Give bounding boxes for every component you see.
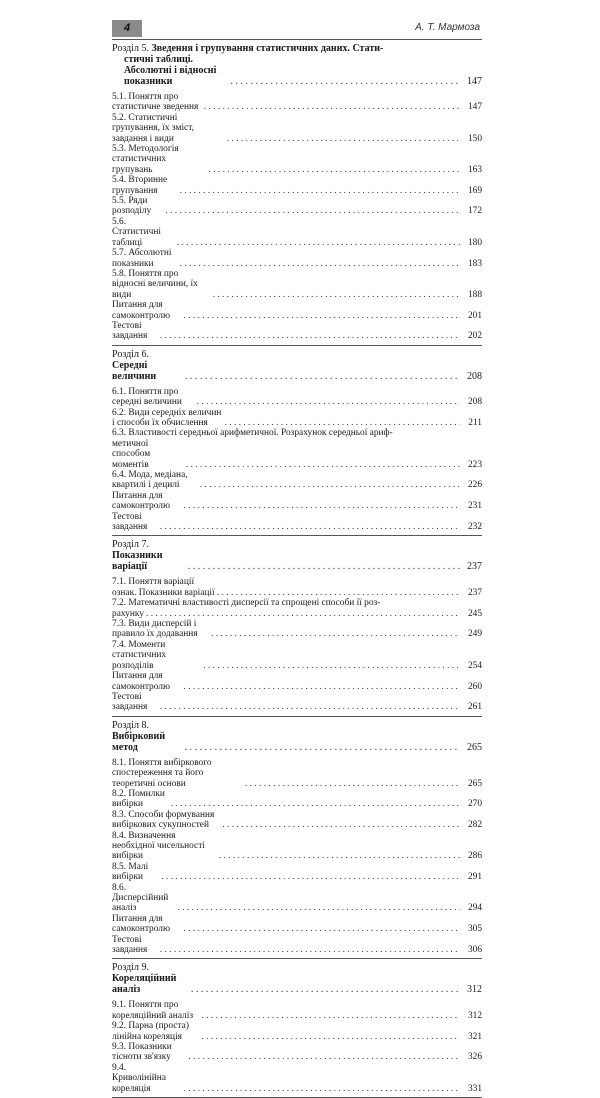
toc-entry-page: 331	[467, 1083, 482, 1094]
toc-entry-page: 305	[467, 924, 482, 935]
page-number: 4	[112, 20, 142, 37]
toc-entry-title: 5.5. Ряди розподілу	[112, 196, 152, 217]
chapter-title-continued: стичні таблиці. Абсолютні і відносні показники	[124, 54, 217, 87]
toc-entry[interactable]	[112, 692, 482, 713]
toc-entry-title: 5.7. Абсолютні показники	[112, 248, 172, 269]
chapter-title: Вибірковий метод	[112, 730, 166, 753]
leader-dots	[183, 742, 460, 753]
leader-dots	[215, 588, 460, 598]
leader-dots	[243, 779, 460, 789]
chapter-prefix: Розділ 9.	[112, 962, 149, 974]
chapter-page: 208	[467, 370, 482, 382]
toc-entry-page: 245	[467, 608, 482, 619]
header-rule	[112, 39, 482, 40]
toc-entry-page: 261	[467, 702, 482, 713]
toc-entry-title: рахунку	[112, 608, 144, 619]
toc-entry-title: Тестові завдання	[112, 934, 148, 956]
toc-entry-title: метичної способом моментів	[112, 438, 151, 470]
toc-entry-title: Тестові завдання	[112, 691, 148, 713]
toc-entry-page: 326	[467, 1052, 482, 1063]
leader-dots	[175, 238, 460, 248]
chapter-prefix: Розділ 5.	[112, 43, 152, 54]
toc-chapter	[112, 959, 482, 1098]
leader-dots	[182, 1084, 460, 1094]
toc-entry-title: 8.1. Поняття вибіркового спостереження та його теоретичні основи	[112, 757, 212, 789]
toc-entry-title: Питання для самоконтролю	[112, 490, 170, 512]
toc-entry-page: 270	[467, 799, 482, 810]
toc-entry[interactable]	[112, 758, 482, 789]
toc-entry-title: 9.4. Криволінійна кореляція	[112, 1062, 166, 1094]
toc-entry-title: 6.1. Поняття про середні величини	[112, 386, 182, 408]
leader-dots	[144, 609, 460, 619]
toc-entry[interactable]	[112, 810, 482, 831]
chapter-page: 237	[467, 561, 482, 573]
toc-entry-title: Питання для самоконтролю	[112, 913, 170, 935]
leader-dots	[207, 165, 461, 175]
toc-entry-title: Питання для самоконтролю	[112, 671, 170, 692]
running-author: А. Т. Мармоза	[415, 22, 480, 33]
toc-entry-title: 5.3. Методологія статистичних групувань	[112, 144, 179, 175]
toc-entry[interactable]	[112, 408, 482, 429]
chapter-page: 312	[467, 984, 482, 996]
toc-entry-title: 8.2. Помилки вибірки	[112, 788, 165, 810]
leader-dots	[217, 851, 460, 861]
leader-dots	[195, 397, 460, 407]
toc-entry-title: 7.3. Види дисперсій і правило їх додавання	[112, 619, 198, 640]
leader-dots	[158, 702, 460, 712]
toc-entry[interactable]	[112, 914, 482, 935]
toc-entry-page: 321	[467, 1031, 482, 1042]
toc-entry-page: 265	[467, 778, 482, 789]
toc-entry-title: 8.5. Малі вибірки	[112, 861, 149, 883]
toc-entry[interactable]	[112, 883, 482, 914]
leader-dots	[220, 820, 460, 830]
toc-entry-page: 169	[467, 185, 482, 196]
toc-entry-line1: 7.2. Математичні властивості дисперсії та спрощені способи її роз-	[112, 598, 381, 609]
toc-entry-title: 6.2. Види середніх величин і способи їх обчислення	[112, 407, 222, 428]
leader-dots	[182, 311, 461, 321]
toc-entry[interactable]	[112, 470, 482, 491]
leader-dots	[186, 561, 460, 572]
chapter-page: 265	[467, 741, 482, 753]
toc-entry[interactable]	[112, 144, 482, 175]
toc-entry-page: 201	[467, 310, 482, 321]
toc-entry-page: 163	[467, 164, 482, 175]
leader-dots	[163, 206, 460, 216]
toc-entry-title: 5.4. Вторинне групування	[112, 175, 168, 196]
leader-dots	[225, 134, 460, 144]
leader-dots	[182, 501, 461, 511]
toc-entry-title: 5.6. Статистичні таблиці	[112, 216, 161, 248]
chapter-page: 147	[467, 76, 482, 87]
toc-entry-page: 312	[467, 1010, 482, 1021]
leader-dots	[182, 924, 461, 934]
toc-entry-page: 306	[467, 945, 482, 956]
toc-entry-page: 231	[467, 501, 482, 512]
toc-entry-title: Питання для самоконтролю	[112, 300, 170, 321]
toc-entry-page: 294	[467, 903, 482, 914]
toc-entry-title: 5.8. Поняття про відносні величини, їх види	[112, 268, 198, 300]
toc-entry-page: 150	[467, 133, 482, 144]
table-of-contents	[112, 40, 482, 1098]
toc-entry-title: Тестові завдання	[112, 511, 148, 533]
toc-entry-page: 183	[467, 258, 482, 269]
leader-dots	[189, 984, 460, 995]
toc-entry-page: 291	[467, 872, 482, 883]
toc-entry[interactable]	[112, 512, 482, 533]
toc-entry-page: 286	[467, 851, 482, 862]
toc-entry-title: 7.4. Моменти статистичних розподілів	[112, 639, 167, 671]
toc-entry-line1: 6.3. Властивості середньої арифметичної. Розрахунок середньої ариф-	[112, 428, 393, 439]
toc-entry[interactable]	[112, 300, 482, 321]
toc-entry[interactable]	[112, 248, 482, 269]
toc-entry[interactable]	[112, 609, 482, 619]
toc-entry-title: 5.1. Поняття про статистичне зведення	[112, 92, 199, 113]
toc-entry[interactable]	[112, 321, 482, 342]
toc-entry-title: 9.1. Поняття про кореляційний аналіз	[112, 1000, 194, 1021]
toc-entry-page: 254	[467, 660, 482, 671]
toc-entry-page: 223	[467, 459, 482, 470]
toc-entry[interactable]	[112, 831, 482, 862]
toc-chapter	[112, 346, 482, 537]
chapter-heading	[112, 539, 482, 572]
toc-entry-page: 260	[467, 681, 482, 692]
toc-entry-page: 232	[467, 522, 482, 533]
toc-chapter	[112, 40, 482, 346]
toc-entry-title: 5.2. Статистичні групування, їх зміст, завдання і види	[112, 112, 194, 144]
toc-chapter	[112, 717, 482, 960]
chapter-prefix: Розділ 8.	[112, 719, 149, 731]
toc-entry[interactable]	[112, 640, 482, 671]
toc-entry[interactable]	[112, 577, 482, 598]
toc-entry[interactable]	[112, 113, 482, 144]
toc-entry[interactable]	[112, 269, 482, 300]
leader-dots	[178, 259, 460, 269]
toc-entry[interactable]	[112, 217, 482, 248]
leader-dots	[202, 102, 460, 112]
toc-entry-page: 237	[467, 587, 482, 598]
toc-entry[interactable]	[112, 1021, 482, 1042]
toc-entry[interactable]	[112, 387, 482, 408]
leader-dots	[223, 418, 460, 428]
chapter-heading	[112, 720, 482, 753]
chapter-prefix: Розділ 7.	[112, 539, 149, 551]
leader-dots	[184, 460, 460, 470]
chapter-heading	[112, 962, 482, 995]
leader-dots	[169, 799, 460, 809]
leader-dots	[183, 371, 460, 382]
toc-entry-page: 180	[467, 237, 482, 248]
leader-dots	[211, 290, 460, 300]
leader-dots	[229, 76, 460, 87]
toc-entry-page: 211	[468, 417, 482, 428]
chapter-heading	[112, 43, 482, 87]
toc-entry-title: 7.1. Поняття варіації ознак. Показники варіації	[112, 577, 215, 598]
toc-entry[interactable]	[112, 619, 482, 640]
page-header	[112, 20, 482, 40]
toc-entry[interactable]	[112, 789, 482, 810]
toc-entry-page: 202	[467, 331, 482, 342]
chapter-title: Середні величини	[112, 359, 157, 382]
toc-entry[interactable]	[112, 439, 482, 470]
toc-entry[interactable]	[112, 1063, 482, 1094]
leader-dots	[209, 629, 460, 639]
leader-dots	[198, 480, 460, 490]
toc-entry[interactable]	[112, 1042, 482, 1063]
leader-dots	[182, 682, 461, 692]
toc-entry-title: 8.3. Способи формування вибіркових сукупностей	[112, 809, 215, 831]
toc-entry-title: 9.2. Парна (проста) лінійна кореляція	[112, 1021, 189, 1042]
toc-entry[interactable]	[112, 196, 482, 217]
toc-entry-page: 147	[467, 102, 482, 113]
leader-dots	[201, 661, 460, 671]
toc-entry[interactable]	[112, 862, 482, 883]
toc-chapter	[112, 536, 482, 716]
toc-entry-title: 8.4. Визначення необхідної чисельності вибірки	[112, 830, 205, 862]
toc-entry-title: 9.3. Показники тісноти зв'язку	[112, 1042, 172, 1063]
leader-dots	[200, 1011, 460, 1021]
chapter-title: Зведення і групування статистичних даних. Стати-	[151, 43, 384, 54]
chapter-heading	[112, 349, 482, 382]
toc-entry-title: Тестові завдання	[112, 320, 148, 342]
chapter-title: Кореляційний аналіз	[112, 973, 177, 996]
toc-entry-title: 8.6. Дисперсійний аналіз	[112, 882, 169, 914]
toc-entry[interactable]	[112, 1000, 482, 1021]
toc-entry-page: 282	[467, 820, 482, 831]
leader-dots	[158, 945, 460, 955]
leader-dots	[158, 331, 460, 341]
toc-entry-page: 249	[467, 629, 482, 640]
toc-entry[interactable]	[112, 92, 482, 113]
toc-entry-page: 172	[467, 206, 482, 217]
leader-dots	[186, 1052, 460, 1062]
leader-dots	[199, 1032, 460, 1042]
chapter-prefix: Розділ 6.	[112, 348, 149, 360]
toc-entry-page: 208	[467, 397, 482, 408]
leader-dots	[159, 872, 460, 882]
toc-entry-page: 226	[467, 480, 482, 491]
leader-dots	[176, 903, 460, 913]
book-page	[112, 20, 482, 1094]
toc-entry[interactable]	[112, 491, 482, 512]
leader-dots	[178, 186, 460, 196]
toc-entry-title: 6.4. Мода, медіана, квартилі і децилі	[112, 470, 188, 491]
toc-entry[interactable]	[112, 671, 482, 692]
toc-entry-page: 188	[467, 289, 482, 300]
leader-dots	[158, 522, 460, 532]
toc-entry[interactable]	[112, 175, 482, 196]
toc-entry[interactable]	[112, 935, 482, 956]
chapter-title: Показники варіації	[112, 550, 163, 573]
